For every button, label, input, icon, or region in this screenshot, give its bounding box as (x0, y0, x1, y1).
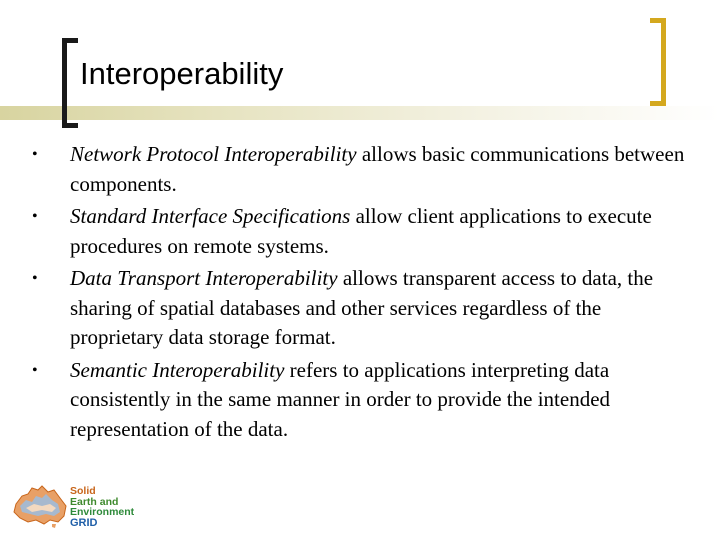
sieg-logo (12, 484, 142, 532)
bullet-text: allow client applications to execute procedures on remote systems. (70, 204, 652, 258)
left-bracket-decoration (62, 38, 78, 128)
logo-line-environment: Environment (70, 506, 135, 518)
bullet-dot: • (32, 208, 38, 225)
bullet-item (28, 356, 698, 445)
logo-line-earth: Earth and (70, 495, 119, 508)
bullet-dot: • (32, 270, 38, 287)
logo-text (70, 486, 134, 528)
logo-line-solid: Solid (70, 485, 96, 497)
bullet-item (28, 264, 698, 353)
logo-line-grid: GRID (70, 516, 98, 529)
right-bracket-decoration (650, 18, 666, 106)
bullet-text: allows transparent access to data, the sharing of spatial databases and other services regardless of the proprietary data storage format. (70, 266, 654, 349)
bullet-text: refers to applications interpreting data consistently in the same manner in order to provide the intended representation of the data. (70, 357, 611, 441)
bullet-text: allows basic communications between components. (70, 142, 685, 196)
bullet-item (28, 202, 698, 261)
slide-title: Interoperability (80, 56, 284, 91)
bullet-term: Data Transport Interoperability (70, 266, 338, 290)
australia-map-icon (12, 484, 70, 528)
bullet-term: Standard Interface Specifications (70, 204, 351, 228)
bullet-term: Semantic Interoperability (70, 357, 285, 382)
bullet-list (28, 140, 698, 447)
title-band (0, 106, 720, 120)
bullet-dot: • (32, 146, 38, 163)
bullet-item (28, 140, 698, 199)
bullet-dot: • (32, 361, 38, 379)
bullet-term: Network Protocol Interoperability (70, 142, 357, 166)
